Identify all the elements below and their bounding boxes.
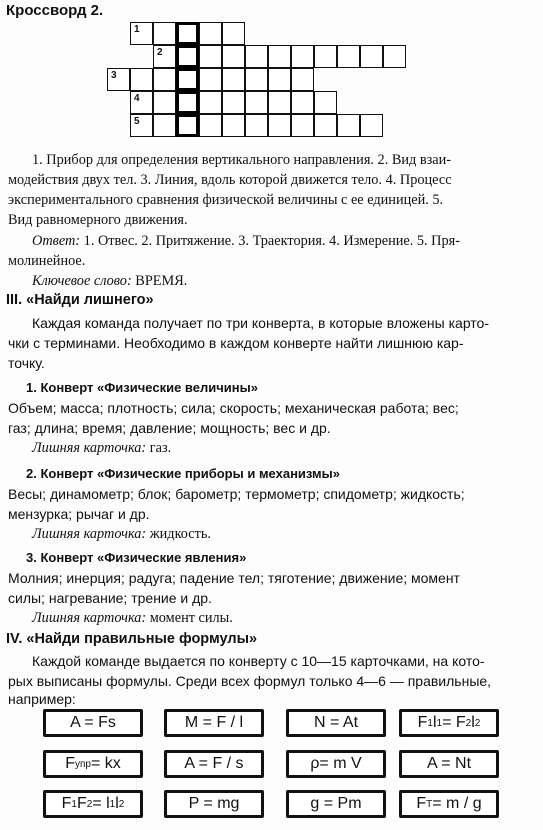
envelope-2-text: Весы; динамометр; блок; барометр; термометр; спидометр; жидкость; bbox=[8, 486, 465, 502]
formula-card[interactable]: N = At bbox=[286, 709, 386, 737]
crossword-cell[interactable] bbox=[268, 91, 291, 114]
clue-number: 1 bbox=[134, 24, 140, 35]
crossword-cell[interactable] bbox=[222, 91, 245, 114]
clue-line: экспериментального сравнения физической величины с ее единицей. 5. bbox=[8, 192, 444, 208]
keyword-value: ВРЕМЯ. bbox=[131, 273, 188, 289]
section-3-title: III. «Найди лишнего» bbox=[6, 292, 154, 308]
crossword-cell[interactable] bbox=[130, 91, 153, 114]
crossword-cell[interactable] bbox=[268, 68, 291, 91]
section-4-title: IV. «Найди правильные формулы» bbox=[6, 631, 258, 647]
section-4-intro: например: bbox=[8, 691, 76, 707]
keyword-cell[interactable] bbox=[176, 68, 199, 91]
crossword-cell[interactable] bbox=[199, 45, 222, 68]
section-3-intro: Каждая команда получает по три конверта, в которые вложены карто- bbox=[32, 315, 490, 331]
answer-line: молинейное. bbox=[8, 253, 86, 269]
crossword-cell[interactable] bbox=[245, 45, 268, 68]
envelope-1-text: Объем; масса; плотность; сила; скорость; механическая работа; вес; bbox=[8, 400, 459, 416]
section-4-intro: Каждой команде выдается по конверту с 10—15 карточками, на кото- bbox=[32, 653, 485, 669]
crossword-cell[interactable] bbox=[222, 68, 245, 91]
formula-card[interactable]: A = Fs bbox=[43, 709, 143, 737]
crossword-cell[interactable] bbox=[222, 114, 245, 137]
crossword-cell[interactable] bbox=[199, 114, 222, 137]
envelope-2-text: мензурка; рычаг и др. bbox=[8, 506, 150, 522]
formula-card[interactable]: F упр = kx bbox=[43, 750, 143, 778]
crossword-cell[interactable] bbox=[268, 114, 291, 137]
extra-card-value: жидкость. bbox=[146, 526, 211, 542]
formula-card[interactable]: F T = m / g bbox=[399, 790, 499, 818]
crossword-cell[interactable] bbox=[153, 68, 176, 91]
envelope-2-extra bbox=[8, 524, 532, 544]
formula-card[interactable]: F 1 l 1 = F 2 l 2 bbox=[399, 709, 499, 737]
envelope-1-extra bbox=[8, 438, 532, 458]
clue-number: 3 bbox=[111, 70, 117, 81]
clue-number: 4 bbox=[134, 93, 140, 104]
crossword-cell[interactable] bbox=[337, 114, 360, 137]
crossword-cell[interactable] bbox=[130, 114, 153, 137]
clue-line: Вид равномерного движения. bbox=[8, 212, 188, 228]
crossword-cell[interactable] bbox=[360, 114, 383, 137]
page-title: Кроссворд 2. bbox=[6, 2, 104, 19]
extra-card-label: Лишняя карточка: bbox=[32, 526, 147, 542]
crossword-cell[interactable] bbox=[153, 91, 176, 114]
extra-card-value: газ. bbox=[146, 440, 172, 456]
crossword-cell[interactable] bbox=[337, 45, 360, 68]
crossword-cell[interactable] bbox=[291, 114, 314, 137]
crossword-cell[interactable] bbox=[199, 91, 222, 114]
formula-card[interactable]: A = Nt bbox=[399, 750, 499, 778]
keyword-cell[interactable] bbox=[176, 114, 199, 137]
crossword-cell[interactable] bbox=[199, 22, 222, 45]
crossword-cell[interactable] bbox=[268, 45, 291, 68]
crossword-cell[interactable] bbox=[199, 68, 222, 91]
crossword-cell[interactable] bbox=[383, 45, 406, 68]
answer-line bbox=[8, 231, 532, 251]
crossword-cell[interactable] bbox=[314, 114, 337, 137]
crossword-cell[interactable] bbox=[360, 45, 383, 68]
envelope-3-extra bbox=[8, 608, 532, 628]
section-3-intro: чки с терминами. Необходимо в каждом конверте найти лишнюю кар- bbox=[8, 335, 464, 351]
extra-card-label: Лишняя карточка: bbox=[32, 610, 147, 626]
keyword-cell[interactable] bbox=[176, 45, 199, 68]
envelope-3-title: 3. Конверт «Физические явления» bbox=[26, 550, 247, 565]
crossword-cell[interactable] bbox=[222, 45, 245, 68]
crossword-cell[interactable] bbox=[153, 22, 176, 45]
formula-card[interactable]: ρ= m V bbox=[286, 750, 386, 778]
formula-card[interactable]: A = F / s bbox=[164, 750, 264, 778]
crossword-cell[interactable] bbox=[245, 91, 268, 114]
crossword-cell[interactable] bbox=[314, 45, 337, 68]
section-3-intro: точку. bbox=[8, 355, 45, 371]
crossword-cell[interactable] bbox=[153, 114, 176, 137]
crossword-cell[interactable] bbox=[153, 45, 176, 68]
envelope-2-title: 2. Конверт «Физические приборы и механизмы» bbox=[26, 466, 341, 481]
keyword-label: Ключевое слово: bbox=[32, 273, 132, 289]
answer-label: Ответ: bbox=[32, 233, 81, 249]
crossword-cell[interactable] bbox=[107, 68, 130, 91]
crossword-cell[interactable] bbox=[245, 114, 268, 137]
clue-number: 5 bbox=[134, 116, 140, 127]
crossword-cell[interactable] bbox=[291, 45, 314, 68]
section-4-intro: рых выписаны формулы. Среди всех формул только 4—6 — правильные, bbox=[8, 673, 492, 689]
crossword-cell[interactable] bbox=[130, 22, 153, 45]
envelope-3-text: силы; нагревание; трение и др. bbox=[8, 590, 212, 606]
formula-card[interactable]: F 1 F 2 = l 1 l 2 bbox=[43, 790, 143, 818]
clue-number: 2 bbox=[157, 47, 163, 58]
crossword-cell[interactable] bbox=[291, 68, 314, 91]
crossword-cell[interactable] bbox=[291, 91, 314, 114]
formula-card[interactable]: g = Pm bbox=[286, 790, 386, 818]
crossword-cell[interactable] bbox=[245, 68, 268, 91]
extra-card-value: момент силы. bbox=[146, 610, 233, 626]
crossword-cell[interactable] bbox=[222, 22, 245, 45]
envelope-1-text: газ; длина; время; давление; мощность; вес и др. bbox=[8, 420, 331, 436]
extra-card-label: Лишняя карточка: bbox=[32, 440, 147, 456]
envelope-3-text: Молния; инерция; радуга; падение тел; тяготение; движение; момент bbox=[8, 570, 460, 586]
formula-card[interactable]: M = F / l bbox=[164, 709, 264, 737]
envelope-1-title: 1. Конверт «Физические величины» bbox=[26, 380, 258, 395]
clue-line: модействия двух тел. 3. Линия, вдоль которой движется тело. 4. Процесс bbox=[8, 172, 452, 188]
clue-line: 1. Прибор для определения вертикального направления. 2. Вид взаи- bbox=[32, 152, 452, 168]
crossword-cell[interactable] bbox=[130, 68, 153, 91]
crossword-cell[interactable] bbox=[314, 91, 337, 114]
keyword-line bbox=[8, 271, 532, 291]
keyword-cell[interactable] bbox=[176, 91, 199, 114]
answer-text: 1. Отвес. 2. Притяжение. 3. Траектория. 4. Измерение. 5. Пря- bbox=[80, 233, 460, 249]
formula-card[interactable]: P = mg bbox=[164, 790, 264, 818]
keyword-cell[interactable] bbox=[176, 22, 199, 45]
